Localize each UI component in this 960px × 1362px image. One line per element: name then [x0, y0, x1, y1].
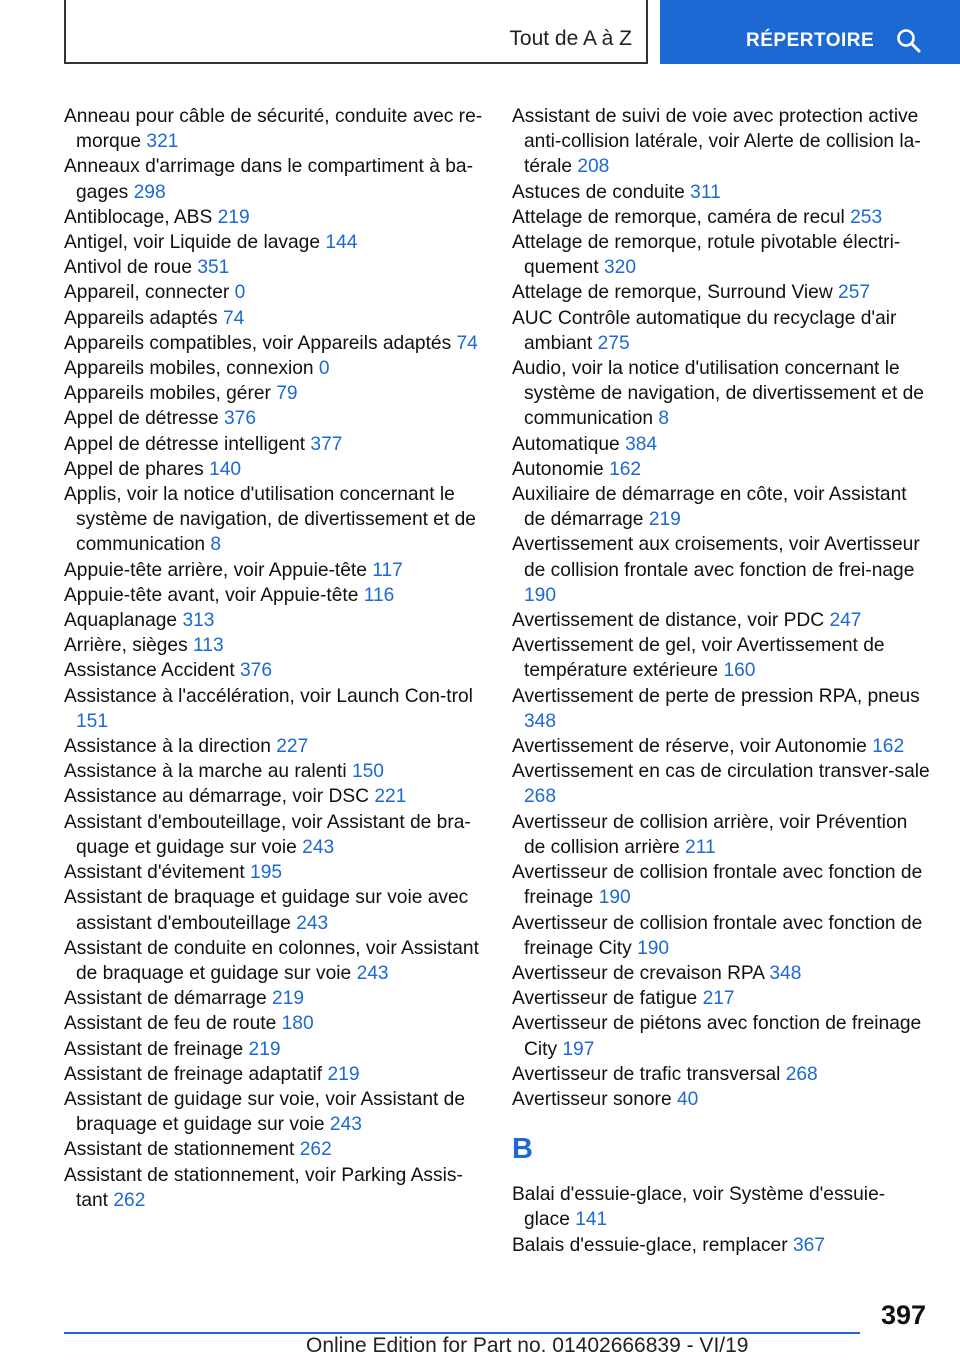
index-entry — [512, 1233, 930, 1258]
page-link[interactable]: 219 — [248, 1038, 281, 1060]
index-entry — [64, 684, 484, 734]
page-link[interactable]: 219 — [217, 206, 250, 228]
index-entry-text: Avertissement de distance, voir PDC — [512, 610, 825, 632]
index-entry — [512, 759, 930, 809]
page-link[interactable]: 262 — [113, 1189, 146, 1211]
index-entry-text: Attelage de remorque, Surround View — [512, 282, 833, 304]
index-entry-text: Appareils mobiles, gérer — [64, 383, 271, 405]
index-entry — [64, 457, 484, 482]
index-entry — [64, 381, 484, 406]
index-entry-text: Appareils adaptés — [64, 307, 218, 329]
index-entry-text: Avertissement de perte de pression RPA, pneus — [512, 685, 920, 707]
index-entry-text: Antivol de roue — [64, 257, 192, 279]
index-entry-text: Avertissement de réserve, voir Autonomie — [512, 736, 867, 758]
index-entry — [512, 734, 930, 759]
index-entry-text: Balai d'essuie-glace, voir Système d'essuie-glace — [512, 1184, 886, 1231]
index-entry-text: Assistant de feu de route — [64, 1013, 277, 1035]
index-entry — [64, 406, 484, 431]
index-entry — [64, 986, 484, 1011]
index-entry — [64, 482, 484, 558]
index-entry-text: Assistant de freinage adaptatif — [64, 1063, 323, 1085]
index-entry — [64, 306, 484, 331]
page-link[interactable]: 351 — [197, 257, 230, 279]
index-entry — [64, 205, 484, 230]
page-link[interactable]: 116 — [363, 584, 395, 606]
index-column-right — [512, 104, 930, 1258]
index-entry-text: Assistant de stationnement, voir Parking Assis-tant — [64, 1164, 463, 1211]
page-link[interactable]: 219 — [327, 1063, 360, 1085]
index-entry-text: Avertisseur de collision arrière, voir Prévention de collision arrière — [512, 811, 908, 858]
page-link[interactable]: 377 — [310, 433, 343, 455]
index-entry — [512, 457, 930, 482]
index-entry — [64, 255, 484, 280]
index-entry — [64, 558, 484, 583]
index-entry-text: Appuie-tête arrière, voir Appuie-tête — [64, 559, 367, 581]
index-entry-text: Aquaplanage — [64, 610, 178, 632]
index-entry-text: Assistant d'embouteillage, voir Assistant de bra-quage et guidage sur voie — [64, 811, 471, 858]
index-entry — [512, 230, 930, 280]
index-entry-text: Autonomie — [512, 458, 604, 480]
page-link[interactable]: 367 — [792, 1234, 825, 1256]
index-entry-text: Avertisseur de collision frontale avec fonction de freinage — [512, 862, 923, 909]
page-link[interactable]: 74 — [456, 332, 478, 354]
index-entry — [64, 860, 484, 885]
tab-a-to-z[interactable] — [64, 0, 648, 64]
index-entry-text: Assistant de conduite en colonnes, voir Assistant de braquage et guidage sur voie — [64, 937, 479, 984]
index-entry-text: Assistance à l'accélération, voir Launch Con-trol — [64, 685, 473, 707]
index-entry — [512, 104, 930, 180]
page-link[interactable]: 140 — [209, 458, 242, 480]
search-icon[interactable] — [896, 28, 922, 54]
index-entry — [64, 1087, 484, 1137]
footer-edition: Online Edition for Part no. 01402666839 - VI/19 — [306, 1334, 749, 1357]
index-entry-text: Appareils compatibles, voir Appareils adaptés — [64, 332, 452, 354]
index-entry-text: Auxiliaire de démarrage en côte, voir Assistant de démarrage — [512, 484, 907, 531]
index-entry-text: Assistant de suivi de voie avec protection active anti-collision latérale, voir Alerte de collision la-térale — [512, 106, 921, 178]
index-entry-text: AUC Contrôle automatique du recyclage d'air ambiant — [512, 307, 897, 354]
index-entry-text: Avertissement en cas de circulation transver-sale — [512, 761, 930, 783]
index-entry-text: Antigel, voir Liquide de lavage — [64, 232, 321, 254]
index-entry — [64, 658, 484, 683]
page-link[interactable]: 208 — [577, 156, 610, 178]
index-entry — [64, 1011, 484, 1036]
index-group-a-continued — [512, 104, 930, 1112]
page-link[interactable]: 384 — [625, 433, 658, 455]
index-entry-text: Avertisseur de collision frontale avec fonction de freinage City — [512, 912, 923, 959]
page-link[interactable]: 320 — [604, 257, 637, 279]
index-entry — [64, 784, 484, 809]
index-entry — [512, 633, 930, 683]
index-entry-text: Arrière, sièges — [64, 635, 188, 657]
page-link[interactable]: 348 — [769, 962, 802, 984]
index-entry-text: Appel de détresse intelligent — [64, 433, 306, 455]
index-entry-text: Assistant de stationnement — [64, 1139, 295, 1161]
page-link[interactable]: 40 — [676, 1088, 699, 1110]
index-entry-text: Balais d'essuie-glace, remplacer — [512, 1234, 788, 1256]
page-link[interactable]: 376 — [240, 660, 273, 682]
page-link[interactable]: 74 — [222, 307, 245, 329]
page-link[interactable]: 221 — [374, 786, 407, 808]
page-link[interactable]: 348 — [524, 710, 557, 732]
index-entry-text: Assistance à la direction — [64, 736, 271, 758]
index-entry-text: Appuie-tête avant, voir Appuie-tête — [64, 584, 359, 606]
page-link[interactable]: 243 — [296, 912, 329, 934]
index-entry-text: Assistant de braquage et guidage sur voie avec assistant d'embouteillage — [64, 887, 469, 934]
index-entry-text: Avertisseur sonore — [512, 1088, 672, 1110]
index-entry-text: Avertisseur de fatigue — [512, 988, 698, 1010]
index-entry — [512, 306, 930, 356]
page-link[interactable]: 150 — [351, 761, 384, 783]
page-link[interactable]: 160 — [723, 660, 756, 682]
index-entry-text: Assistant de démarrage — [64, 988, 267, 1010]
page-link[interactable]: 0 — [234, 282, 246, 304]
page-link[interactable]: 376 — [224, 408, 257, 430]
page-link[interactable]: 219 — [648, 509, 681, 531]
page-link[interactable]: 268 — [524, 786, 557, 808]
index-entry — [64, 810, 484, 860]
index-column-left — [64, 104, 484, 1213]
index-entry-text: Assistant de freinage — [64, 1038, 244, 1060]
index-entry-text: Assistance à la marche au ralenti — [64, 761, 347, 783]
index-entry — [512, 356, 930, 432]
page-link[interactable]: 311 — [690, 181, 721, 203]
index-entry — [64, 759, 484, 784]
index-entry — [64, 1037, 484, 1062]
index-entry — [512, 205, 930, 230]
index-entry — [512, 1087, 930, 1112]
page-link[interactable]: 79 — [276, 383, 298, 405]
index-entry — [512, 1062, 930, 1087]
index-entry — [64, 154, 484, 204]
page-link[interactable]: 321 — [146, 131, 179, 153]
page-link[interactable]: 219 — [271, 988, 304, 1010]
page-link[interactable]: 262 — [299, 1139, 332, 1161]
index-entry — [512, 482, 930, 532]
index-entry — [64, 280, 484, 305]
index-entry-text: Appareil, connecter — [64, 282, 230, 304]
index-entry-text: Assistant d'évitement — [64, 862, 245, 884]
index-entry-text: Assistance au démarrage, voir DSC — [64, 786, 369, 808]
page-link[interactable]: 117 — [372, 559, 403, 581]
index-entry — [512, 608, 930, 633]
index-entry — [64, 331, 484, 356]
page-link[interactable]: 253 — [850, 206, 883, 228]
index-entry-text: Attelage de remorque, caméra de recul — [512, 206, 845, 228]
page-link[interactable]: 0 — [318, 358, 330, 380]
page-link[interactable]: 190 — [598, 887, 631, 909]
page-link[interactable]: 313 — [182, 610, 215, 632]
index-entry — [64, 633, 484, 658]
index-entry — [64, 432, 484, 457]
index-entry — [512, 860, 930, 910]
page-link[interactable]: 275 — [597, 332, 630, 354]
page-link[interactable]: 243 — [356, 962, 389, 984]
index-entry — [64, 1137, 484, 1162]
index-entry — [512, 280, 930, 305]
index-group-b — [512, 1182, 930, 1258]
index-entry — [512, 1011, 930, 1061]
page-link[interactable]: 180 — [281, 1013, 314, 1035]
index-entry-text: Appel de phares — [64, 458, 204, 480]
index-entry-text: Avertissement de gel, voir Avertissement de température extérieure — [512, 635, 885, 682]
index-entry-text: Avertissement aux croisements, voir Avertisseur de collision frontale avec fonction de frei-nage — [512, 534, 920, 581]
page-link[interactable]: 190 — [524, 584, 557, 606]
index-entry — [64, 356, 484, 381]
page-link[interactable]: 8 — [210, 534, 222, 556]
page-link[interactable]: 113 — [193, 635, 224, 657]
page-link[interactable]: 162 — [872, 736, 905, 758]
index-entry-text: Anneaux d'arrimage dans le compartiment à ba-gages — [64, 156, 473, 203]
index-entry-text: Assistant de guidage sur voie, voir Assistant de braquage et guidage sur voie — [64, 1088, 466, 1136]
page-link[interactable]: 268 — [785, 1063, 818, 1085]
page-link[interactable]: 144 — [325, 232, 358, 254]
section-letter: B — [512, 1133, 533, 1166]
index-entry-text: Astuces de conduite — [512, 181, 685, 203]
index-entry-text: Appareils mobiles, connexion — [64, 358, 314, 380]
index-entry-text: Antiblocage, ABS — [64, 206, 213, 228]
index-entry — [512, 684, 930, 734]
index-entry — [512, 961, 930, 986]
index-entry — [512, 1182, 930, 1232]
index-entry — [512, 432, 930, 457]
index-entry-text: Automatique — [512, 433, 620, 455]
tab-a-to-z-label: Tout de A à Z — [509, 27, 632, 50]
page-link[interactable]: 227 — [276, 736, 309, 758]
index-entry — [64, 1163, 484, 1213]
page-link[interactable]: 197 — [562, 1038, 595, 1060]
index-entry — [64, 230, 484, 255]
page-link[interactable]: 8 — [658, 408, 670, 430]
index-entry — [64, 885, 484, 935]
page-link[interactable]: 151 — [76, 710, 109, 732]
index-entry — [512, 180, 930, 205]
page-link[interactable]: 243 — [329, 1114, 362, 1136]
index-entry — [512, 911, 930, 961]
index-entry — [512, 810, 930, 860]
page-link[interactable]: 162 — [609, 458, 642, 480]
tab-index[interactable] — [660, 0, 960, 64]
page-link[interactable]: 247 — [829, 610, 862, 632]
index-entry-text: Appel de détresse — [64, 408, 219, 430]
index-entry — [64, 936, 484, 986]
index-entry — [64, 583, 484, 608]
tab-index-label: RÉPERTOIRE — [746, 30, 875, 51]
index-entry-text: Assistance Accident — [64, 660, 235, 682]
index-entry-text: Attelage de remorque, rotule pivotable électri-quement — [512, 232, 901, 279]
index-entry — [64, 608, 484, 633]
page-link[interactable]: 298 — [133, 181, 166, 203]
index-entry-text: Avertisseur de piétons avec fonction de freinage City — [512, 1013, 922, 1060]
page-link[interactable]: 141 — [575, 1209, 608, 1231]
index-entry — [512, 986, 930, 1011]
index-entry — [64, 734, 484, 759]
index-entry — [512, 532, 930, 608]
page-link[interactable]: 217 — [702, 988, 735, 1010]
index-entry-text: Applis, voir la notice d'utilisation concernant le système de navigation, de divertissement et de communication — [64, 484, 476, 556]
index-entry-text: Audio, voir la notice d'utilisation concernant le système de navigation, de divertissement et de communication — [512, 358, 924, 430]
page-link[interactable]: 211 — [685, 836, 716, 858]
page-link[interactable]: 257 — [838, 282, 871, 304]
index-entry — [64, 1062, 484, 1087]
page-number: 397 — [880, 1300, 926, 1330]
page-link[interactable]: 243 — [302, 836, 335, 858]
index-entry-text: Anneau pour câble de sécurité, conduite avec re-morque — [64, 106, 483, 153]
index-entry — [64, 104, 484, 154]
index-entry-text: Avertisseur de trafic transversal — [512, 1063, 781, 1085]
page-link[interactable]: 195 — [250, 862, 283, 884]
page-link[interactable]: 190 — [637, 937, 670, 959]
index-entry-text: Avertisseur de crevaison RPA — [512, 962, 765, 984]
